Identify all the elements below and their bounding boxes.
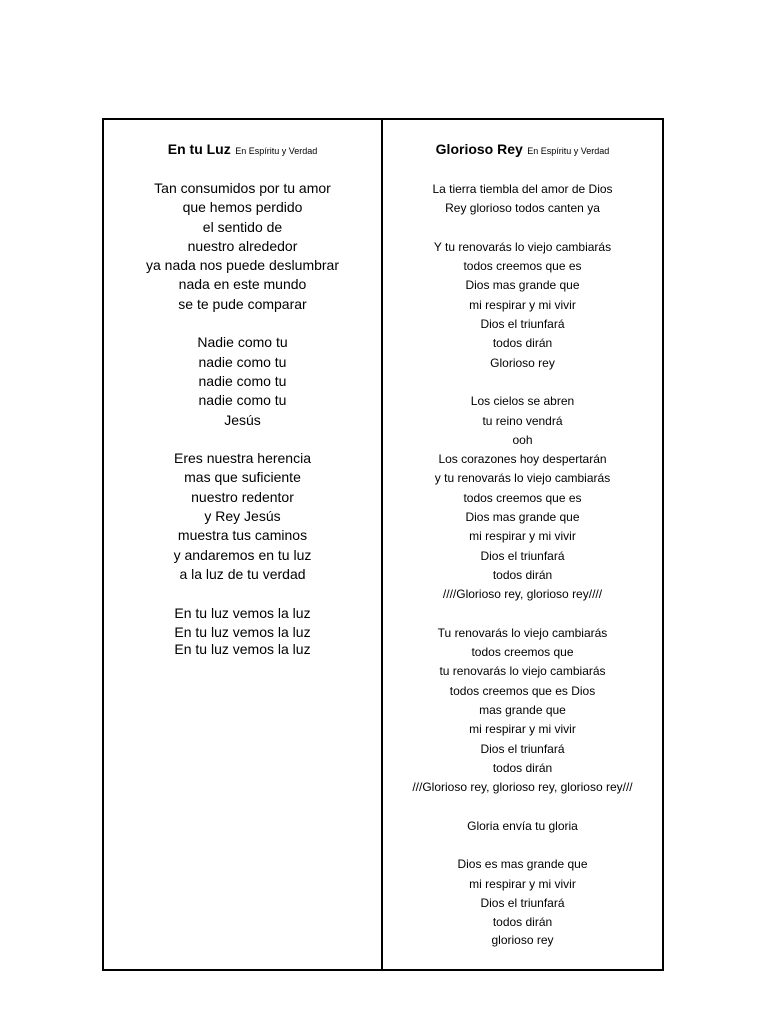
right-song-subtitle: En Espíritu y Verdad — [527, 146, 610, 156]
right-song-column — [383, 120, 662, 969]
lyric-line: Dios es mas grande que — [457, 857, 588, 872]
lyric-line: nadie como tu — [198, 372, 287, 389]
lyric-line: ooh — [512, 432, 533, 447]
left-song-lyrics — [104, 179, 381, 676]
stanza — [383, 180, 662, 219]
lyric-line: Glorioso rey — [490, 355, 555, 370]
lyric-line: glorioso rey — [491, 932, 554, 947]
lyric-line: mi respirar y mi vivir — [469, 876, 576, 891]
lyric-line: y Rey Jesús — [204, 508, 281, 525]
stanza — [383, 817, 662, 836]
lyric-line: ////Glorioso rey, glorioso rey//// — [442, 587, 603, 602]
stanza — [383, 238, 662, 373]
lyric-line: todos creemos que es — [463, 490, 582, 505]
lyric-line: todos dirán — [492, 760, 553, 775]
lyric-line: ///Glorioso rey, glorioso rey, glorioso rey/// — [412, 780, 633, 795]
lyric-line: En tu luz vemos la luz — [174, 641, 311, 658]
lyric-line: Dios el triunfará — [480, 548, 565, 563]
lyric-line: ya nada nos puede deslumbrar — [145, 257, 340, 274]
lyric-line: Y tu renovarás lo viejo cambiarás — [433, 239, 612, 254]
left-song-header — [104, 141, 381, 159]
lyric-line: mi respirar y mi vivir — [469, 529, 576, 544]
lyric-line: Los cielos se abren — [470, 394, 575, 409]
lyric-line: tu reino vendrá — [482, 413, 563, 428]
left-song-subtitle: En Espíritu y Verdad — [235, 146, 318, 156]
lyrics-sheet — [102, 118, 664, 971]
stanza — [104, 179, 381, 314]
lyric-line: y tu renovarás lo viejo cambiarás — [434, 471, 611, 486]
lyric-line: a la luz de tu verdad — [179, 565, 306, 582]
lyric-line: Gloria envía tu gloria — [467, 818, 578, 833]
lyric-line: mi respirar y mi vivir — [469, 722, 576, 737]
right-song-header — [383, 141, 662, 159]
lyric-line: Dios el triunfará — [480, 741, 565, 756]
lyric-line: nadie como tu — [198, 392, 287, 409]
lyric-line: todos dirán — [492, 567, 553, 582]
right-song-title: Glorioso Rey — [435, 141, 523, 157]
stanza — [104, 449, 381, 584]
lyric-line: muestra tus caminos — [177, 527, 308, 544]
stanza — [383, 624, 662, 798]
lyric-line: En tu luz vemos la luz — [174, 604, 311, 621]
lyric-line: todos creemos que es Dios — [449, 683, 596, 698]
lyric-line: nadie como tu — [198, 353, 287, 370]
lyric-line: Nadie como tu — [197, 334, 288, 351]
lyric-line: La tierra tiembla del amor de Dios — [432, 182, 613, 196]
stanza — [104, 333, 381, 429]
stanza — [383, 855, 662, 947]
lyric-line: se te pude comparar — [178, 295, 307, 312]
lyric-line: mas grande que — [479, 703, 566, 718]
lyric-line: Los corazones hoy despertarán — [438, 452, 607, 467]
lyric-line: En tu luz vemos la luz — [174, 623, 311, 640]
lyric-line: Eres nuestra herencia — [174, 450, 311, 467]
lyric-line: Rey glorioso todos canten ya — [445, 201, 600, 216]
left-song-column — [104, 120, 383, 969]
lyric-line: el sentido de — [202, 218, 283, 235]
lyric-line: mas que suficiente — [184, 469, 301, 486]
lyric-line: Dios el triunfará — [480, 317, 565, 332]
lyric-line: y andaremos en tu luz — [173, 546, 312, 563]
stanza — [104, 604, 381, 658]
lyric-line: todos dirán — [492, 915, 553, 930]
stanza — [383, 392, 662, 604]
lyric-line: Jesús — [224, 411, 261, 428]
lyric-line: nuestro alrededor — [187, 237, 298, 254]
lyric-line: tu renovarás lo viejo cambiarás — [439, 664, 606, 679]
lyric-line: Tu renovarás lo viejo cambiarás — [437, 625, 608, 640]
lyric-line: nada en este mundo — [178, 276, 307, 293]
lyric-line: Dios mas grande que — [465, 510, 580, 525]
lyric-line: todos creemos que — [471, 645, 574, 660]
lyric-line: nuestro redentor — [191, 488, 294, 505]
lyric-line: todos dirán — [492, 336, 553, 351]
left-song-title: En tu Luz — [167, 141, 231, 157]
right-song-lyrics — [383, 180, 662, 967]
lyric-line: Dios el triunfará — [480, 895, 565, 910]
lyric-line: Tan consumidos por tu amor — [154, 180, 331, 196]
lyric-line: que hemos perdido — [182, 199, 303, 216]
lyric-line: Dios mas grande que — [465, 278, 580, 293]
lyric-line: todos creemos que es — [463, 259, 582, 274]
lyric-line: mi respirar y mi vivir — [469, 297, 576, 312]
